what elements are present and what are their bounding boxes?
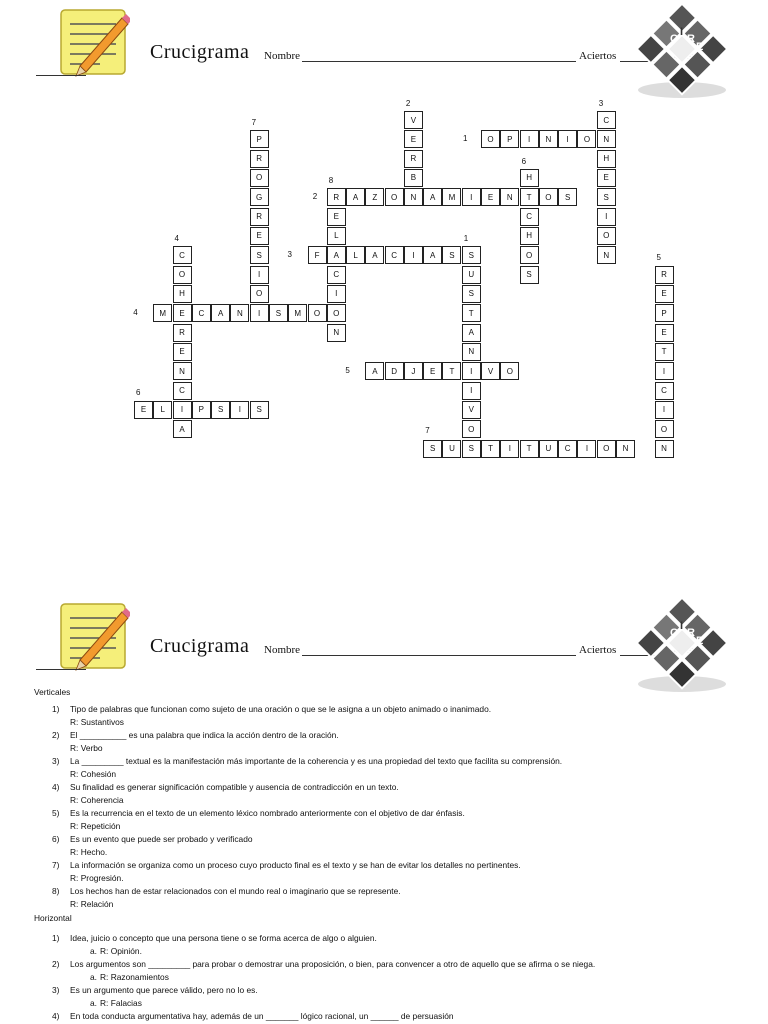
nombre-line	[302, 655, 576, 656]
crossword-cell-down-7: O	[250, 285, 269, 303]
nombre-label: Nombre	[264, 644, 301, 656]
clue-number-label: 2	[405, 98, 411, 108]
crossword-cell-down-1: S	[462, 285, 481, 303]
svg-text:I: I	[680, 26, 684, 38]
clue-number: 4)	[52, 1011, 60, 1021]
crossword-cell-across-6: S	[250, 401, 269, 419]
crossword-cell-across-6: I	[230, 401, 249, 419]
clue-text: En toda conducta argumentativa hay, además de un _______ lógico racional, un ______ de persuasión	[70, 1011, 454, 1021]
crossword-cell-down-5: I	[655, 401, 674, 419]
clue-number: 5)	[52, 808, 60, 818]
clue-number: 7)	[52, 860, 60, 870]
clue-number-label: 5	[656, 253, 661, 263]
clue-number-label: 1	[463, 134, 468, 144]
crossword-cell-across-1: I	[520, 130, 539, 148]
crossword-cell-down-3: N	[597, 246, 616, 264]
crossword-cell-across-4: S	[269, 304, 288, 322]
horizontal-list	[36, 932, 736, 1023]
crossword-cell-down-2: E	[404, 130, 423, 148]
answer-text: R: Opinión.	[100, 946, 142, 956]
crossword-cell-down-1: U	[462, 266, 481, 284]
clue-answer	[36, 945, 736, 958]
verticales-list	[36, 703, 736, 911]
crossword-cell-across-1: I	[558, 130, 577, 148]
clue-number-label: 4	[174, 233, 179, 243]
crossword-cell-down-4: R	[173, 324, 192, 342]
nombre-label: Nombre	[264, 50, 301, 62]
crossword-cell-down-8: I	[327, 285, 346, 303]
crossword-cell-down-7: R	[250, 208, 269, 226]
vertical-clue	[36, 859, 736, 872]
crossword-cell-down-7: E	[250, 227, 269, 245]
crossword-cell-across-3: L	[346, 246, 365, 264]
clue-text: Idea, juicio o concepto que una persona tiene o se forma acerca de algo o alguien.	[70, 933, 377, 943]
crossword-cell-across-7: O	[597, 440, 616, 458]
crossword-cell-down-4: E	[173, 343, 192, 361]
clue-text: Es un argumento que parece válido, pero no lo es.	[70, 985, 258, 995]
clue-text: La información se organiza como un proceso cuyo producto final es el texto y se han de evitar los detalles no pertinentes.	[70, 860, 521, 870]
crossword-cell-down-1: O	[462, 420, 481, 438]
crossword-cell-down-5: R	[655, 266, 674, 284]
clue-text: Los hechos han de estar relacionados con el mundo real o imaginario que se represente.	[70, 886, 401, 896]
header-bottom	[0, 594, 768, 694]
crossword-cell-across-3: A	[365, 246, 384, 264]
clue-answer	[36, 971, 736, 984]
horizontal-clue	[36, 984, 736, 997]
clue-number: 6)	[52, 834, 60, 844]
crossword-cell-down-2: R	[404, 150, 423, 168]
vertical-clue	[36, 781, 736, 794]
crossword-cell-across-4: C	[192, 304, 211, 322]
crossword-cell-down-5: E	[655, 324, 674, 342]
crossword-cell-across-1: N	[539, 130, 558, 148]
answer-text: R: Falacias	[100, 998, 142, 1008]
crossword-cell-down-5: C	[655, 382, 674, 400]
sub-marker: a.	[90, 946, 97, 956]
page-title: Crucigrama	[150, 41, 250, 63]
crossword-cell-down-8: O	[327, 304, 346, 322]
svg-text:I: I	[680, 620, 684, 632]
clue-number: 1)	[52, 704, 60, 714]
clue-answer: R: Verbo	[70, 743, 103, 753]
crossword-cell-down-7: S	[250, 246, 269, 264]
clue-number: 3)	[52, 985, 60, 995]
clue-number: 2)	[52, 959, 60, 969]
clue-answer: R: Hecho.	[70, 847, 108, 857]
crossword-cell-across-5: I	[462, 362, 481, 380]
crossword-cell-across-5: D	[385, 362, 404, 380]
crossword-cell-down-1: A	[462, 324, 481, 342]
answer-text: R: Razonamientos	[100, 972, 169, 982]
clue-number-label: 7	[425, 426, 430, 436]
page-title: Crucigrama	[150, 635, 250, 657]
crossword-cell-across-6: L	[153, 401, 172, 419]
crossword-cell-across-2: Z	[365, 188, 384, 206]
crossword-cell-down-6: O	[520, 246, 539, 264]
crossword-cell-down-1: I	[462, 382, 481, 400]
crossword-cell-down-1: S	[462, 246, 481, 264]
sub-marker: a.	[90, 998, 97, 1008]
crossword-cell-across-5: E	[423, 362, 442, 380]
crossword-cell-across-6: P	[192, 401, 211, 419]
horizontal-clue	[36, 1010, 736, 1023]
clue-answer: R: Sustantivos	[70, 717, 124, 727]
clue-number: 1)	[52, 933, 60, 943]
crossword-cell-down-6: C	[520, 208, 539, 226]
crossword-cell-down-1: V	[462, 401, 481, 419]
clue-number-label: 7	[251, 118, 257, 127]
crossword-cell-down-5: O	[655, 420, 674, 438]
clue-number: 2)	[52, 730, 60, 740]
clue-answer: R: Progresión.	[70, 873, 124, 883]
crossword-cell-down-5: N	[655, 440, 674, 458]
crossword-cell-down-7: O	[250, 169, 269, 187]
crossword-cell-across-7: U	[442, 440, 461, 458]
crossword-cell-across-4: A	[211, 304, 230, 322]
crossword-cell-across-5: T	[442, 362, 461, 380]
clue-text: La _________ textual es la manifestación más importante de la coherencia y es una propiedad del texto que facilita su comprensión.	[70, 756, 563, 766]
crossword-cell-across-6: E	[134, 401, 153, 419]
clue-number-label: 1	[463, 233, 469, 243]
crossword-cell-across-7: U	[539, 440, 558, 458]
clue-number-label: 2	[312, 192, 318, 202]
crossword-cell-across-5: O	[500, 362, 519, 380]
cire-logo	[632, 598, 732, 694]
crossword-grid	[0, 0, 768, 480]
aciertos-label: Aciertos	[579, 644, 617, 656]
crossword-cell-across-1: O	[481, 130, 500, 148]
horizontal-heading: Horizontal	[34, 913, 72, 923]
crossword-cell-down-4: C	[173, 382, 192, 400]
clue-answer: R: Repetición	[70, 821, 121, 831]
crossword-cell-across-7: T	[481, 440, 500, 458]
crossword-cell-across-5: A	[365, 362, 384, 380]
svg-text:C: C	[670, 627, 678, 639]
crossword-cell-down-1: T	[462, 304, 481, 322]
horizontal-clue	[36, 932, 736, 945]
crossword-cell-down-1: N	[462, 343, 481, 361]
crossword-cell-across-2: O	[385, 188, 404, 206]
crossword-cell-across-2: T	[520, 188, 539, 206]
clue-answer: R: Cohesión	[70, 769, 117, 779]
crossword-cell-across-1: P	[500, 130, 519, 148]
crossword-cell-across-2: N	[500, 188, 519, 206]
clue-text: Es la recurrencia en el texto de un elemento léxico nombrado anteriormente con el objetivo de dar énfasis.	[70, 808, 465, 818]
vertical-clue	[36, 755, 736, 768]
crossword-cell-across-2: I	[462, 188, 481, 206]
crossword-cell-across-4: M	[153, 304, 172, 322]
crossword-cell-down-5: T	[655, 343, 674, 361]
crossword-cell-down-2: V	[404, 111, 423, 129]
crossword-cell-across-6: S	[211, 401, 230, 419]
clue-number: 8)	[52, 886, 60, 896]
clue-number-label: 3	[598, 98, 604, 108]
clue-number-label: 6	[521, 156, 527, 166]
crossword-cell-across-4: N	[230, 304, 249, 322]
svg-text:C: C	[670, 33, 678, 45]
crossword-cell-down-4: H	[173, 285, 192, 303]
crossword-cell-down-7: R	[250, 150, 269, 168]
clue-answer: R: Relación	[70, 899, 114, 909]
clue-text: Tipo de palabras que funcionan como sujeto de una oración o que se le asigna a un objeto animado o inanimado.	[70, 704, 492, 714]
crossword-cell-down-3: C	[597, 111, 616, 129]
clue-number: 4)	[52, 782, 60, 792]
clue-number: 3)	[52, 756, 60, 766]
clue-number-label: 8	[328, 175, 334, 185]
crossword-cell-down-4: A	[173, 420, 192, 438]
clue-number-label: 6	[136, 387, 141, 397]
crossword-cell-down-5: P	[655, 304, 674, 322]
clue-text: Los argumentos son _________ para probar o demostrar una proposición, o bien, para convencer a otro de aquello que se afirma o se niega.	[70, 959, 596, 969]
crossword-cell-down-3: O	[597, 227, 616, 245]
crossword-cell-down-6: S	[520, 266, 539, 284]
clue-text: Es un evento que puede ser probado y verificado	[70, 834, 253, 844]
crossword-cell-down-3: E	[597, 169, 616, 187]
crossword-cell-across-2: M	[442, 188, 461, 206]
crossword-cell-across-5: J	[404, 362, 423, 380]
crossword-cell-down-6: H	[520, 169, 539, 187]
crossword-cell-across-2: N	[404, 188, 423, 206]
crossword-cell-down-8: C	[327, 266, 346, 284]
crossword-cell-down-3: H	[597, 150, 616, 168]
crossword-cell-across-2: A	[423, 188, 442, 206]
clue-text: El __________ es una palabra que indica la acción dentro de la oración.	[70, 730, 339, 740]
crossword-cell-down-4: C	[173, 246, 192, 264]
crossword-cell-across-2: A	[346, 188, 365, 206]
crossword-cell-across-1: O	[577, 130, 596, 148]
crossword-cell-down-3: I	[597, 208, 616, 226]
vertical-clue	[36, 885, 736, 898]
clue-answer: R: Coherencia	[70, 795, 124, 805]
vertical-clue	[36, 833, 736, 846]
crossword-cell-down-8: N	[327, 324, 346, 342]
vertical-clue	[36, 729, 736, 742]
crossword-cell-across-7: S	[423, 440, 442, 458]
crossword-cell-down-4: N	[173, 362, 192, 380]
crossword-cell-across-4: M	[288, 304, 307, 322]
svg-text:R: R	[687, 33, 695, 45]
crossword-cell-across-3: F	[308, 246, 327, 264]
vertical-clue	[36, 703, 736, 716]
crossword-cell-down-3: S	[597, 188, 616, 206]
crossword-cell-across-2: E	[481, 188, 500, 206]
fecha-line	[36, 669, 86, 670]
crossword-cell-across-7: C	[558, 440, 577, 458]
crossword-cell-down-2: B	[404, 169, 423, 187]
crossword-cell-across-6: I	[173, 401, 192, 419]
crossword-cell-across-7: T	[520, 440, 539, 458]
crossword-cell-down-4: O	[173, 266, 192, 284]
svg-text:E: E	[696, 635, 704, 647]
clue-answer	[36, 997, 736, 1010]
aciertos-label: Aciertos	[579, 50, 617, 62]
crossword-cell-across-5: V	[481, 362, 500, 380]
crossword-cell-down-8: E	[327, 208, 346, 226]
crossword-cell-across-3: A	[423, 246, 442, 264]
crossword-cell-across-7: N	[616, 440, 635, 458]
crossword-cell-across-3: A	[327, 246, 346, 264]
clue-number-label: 3	[287, 250, 292, 260]
crossword-cell-across-3: I	[404, 246, 423, 264]
crossword-cell-down-5: I	[655, 362, 674, 380]
crossword-cell-down-6: H	[520, 227, 539, 245]
crossword-cell-across-4: O	[308, 304, 327, 322]
horizontal-clue	[36, 958, 736, 971]
crossword-cell-across-3: S	[442, 246, 461, 264]
clue-number-label: 5	[345, 366, 350, 376]
crossword-cell-down-7: P	[250, 130, 269, 148]
crossword-cell-across-2: O	[539, 188, 558, 206]
crossword-cell-across-3: C	[385, 246, 404, 264]
crossword-cell-across-7: I	[500, 440, 519, 458]
notepad-pencil-icon	[60, 602, 130, 672]
crossword-cell-across-2: S	[558, 188, 577, 206]
crossword-cell-across-2: R	[327, 188, 346, 206]
crossword-cell-down-7: I	[250, 266, 269, 284]
crossword-cell-down-5: E	[655, 285, 674, 303]
verticales-heading: Verticales	[34, 687, 71, 697]
crossword-cell-down-7: G	[250, 188, 269, 206]
clues-section	[36, 686, 736, 1023]
crossword-cell-across-4: E	[173, 304, 192, 322]
crossword-cell-across-1: N	[597, 130, 616, 148]
crossword-cell-across-4: I	[250, 304, 269, 322]
clue-text: Su finalidad es generar significación compatible y ausencia de contradicción en un texto.	[70, 782, 399, 792]
crossword-cell-across-7: I	[577, 440, 596, 458]
svg-text:E: E	[696, 41, 704, 53]
svg-text:R: R	[687, 627, 695, 639]
crossword-cell-across-7: S	[462, 440, 481, 458]
clue-number-label: 4	[133, 308, 138, 318]
crossword-cell-down-8: L	[327, 227, 346, 245]
vertical-clue	[36, 807, 736, 820]
sub-marker: a.	[90, 972, 97, 982]
